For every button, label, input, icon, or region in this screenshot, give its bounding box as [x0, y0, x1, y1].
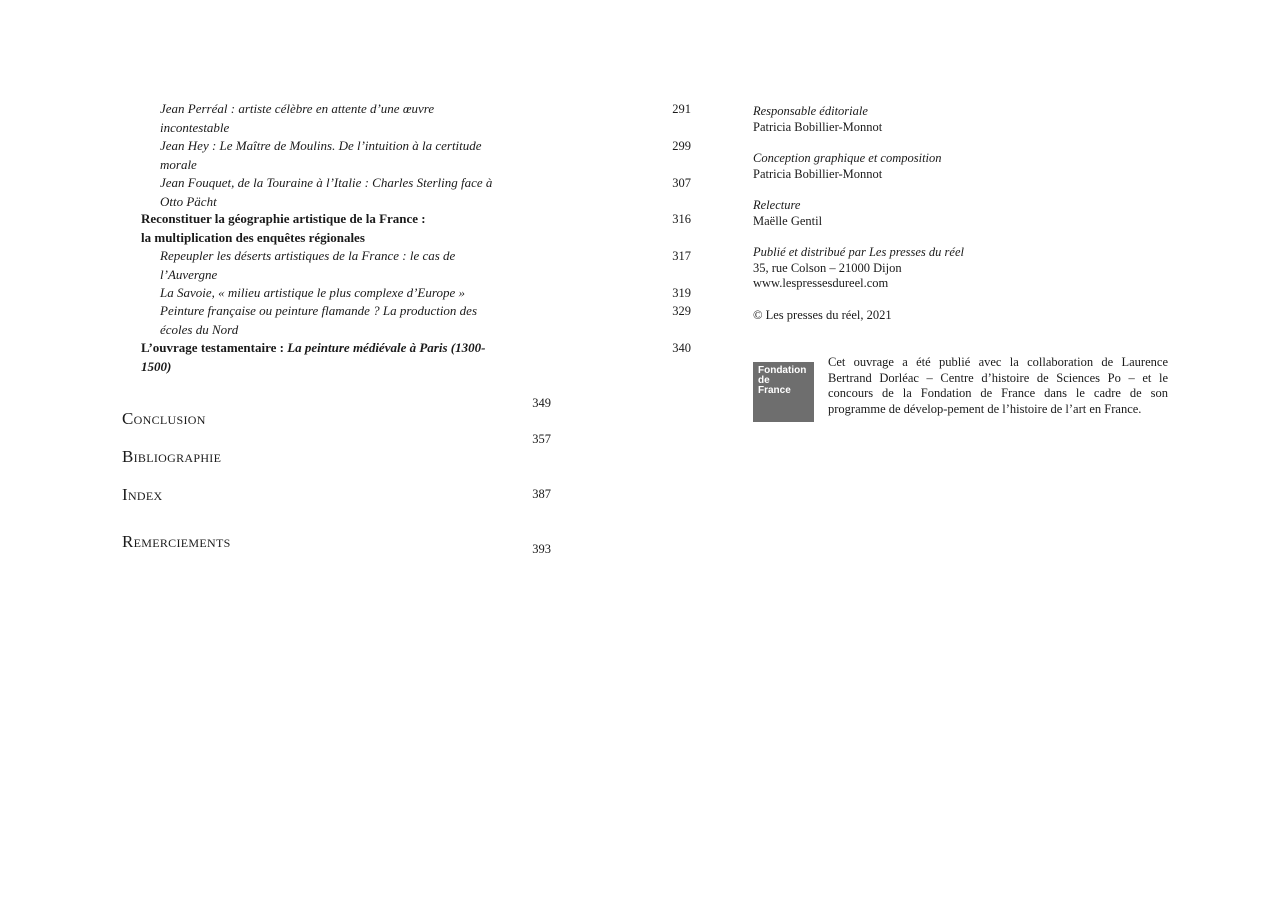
logo-line: Fondation: [758, 365, 807, 376]
toc-entry-title: Jean Fouquet, de la Touraine à l’Italie : Charles Sterling face à Otto Pächt: [160, 175, 493, 209]
colophon-publisher: [753, 245, 1173, 292]
toc-chapter-title: Remerciements: [122, 532, 231, 551]
toc-section-title-line1: Reconstituer la géographie artistique de la France :: [141, 211, 426, 226]
toc-entry-title: La Savoie, « milieu artistique le plus complexe d’Europe »: [160, 285, 465, 300]
toc-section-title-bold: L’ouvrage testamentaire :: [141, 340, 288, 355]
toc-entry-title: Jean Hey : Le Maître de Moulins. De l’intuition à la certitude morale: [160, 138, 482, 172]
partner-acknowledgement: Cet ouvrage a été publié avec la collaboration de Laurence Bertrand Dorléac – Centre d’histoire de Sciences Po – et le concours de la Fondation de France dans le cadre de son programme de dévelop-pement de l’histoire de l’art en France.: [828, 355, 1168, 416]
design-name: Patricia Bobillier-Monnot: [753, 166, 883, 181]
toc-page-number: 319: [672, 286, 691, 300]
colophon-design: [753, 151, 1173, 182]
toc-chapter-title: Conclusion: [122, 409, 206, 428]
publisher-address: 35, rue Colson – 21000 Dijon: [753, 260, 902, 275]
toc-entry-title: Peinture française ou peinture flamande ? La production des écoles du Nord: [160, 303, 478, 337]
toc-section-title: [141, 210, 496, 247]
logo-line: France: [758, 385, 791, 396]
toc-entry-title: Jean Perréal : artiste célèbre en attente d’une œuvre incontestable: [160, 101, 435, 135]
toc-page-number: 299: [672, 139, 691, 153]
toc-page-number: 329: [672, 304, 691, 318]
toc-page-number: 307: [672, 176, 691, 190]
toc-page-number: 291: [672, 102, 691, 116]
colophon-copyright: [753, 308, 1173, 324]
proof-name: Maëlle Gentil: [753, 213, 823, 228]
editorial-label: Responsable éditoriale: [753, 104, 868, 118]
logo-line: de: [758, 375, 770, 386]
toc-page-number: 340: [672, 341, 691, 355]
toc-entry-title: Repeupler les déserts artistiques de la France : le cas de l’Auvergne: [160, 248, 456, 282]
toc-page-number: 357: [532, 432, 551, 446]
publisher-website: www.lespressesdureel.com: [753, 276, 889, 290]
toc-page-number: 316: [672, 212, 691, 226]
colophon-editorial: [753, 104, 1173, 135]
toc-section-title: [141, 339, 496, 376]
design-label: Conception graphique et composition: [753, 151, 942, 165]
toc-page-number: 317: [672, 249, 691, 263]
editorial-name: Patricia Bobillier-Monnot: [753, 119, 883, 134]
toc-chapter-title: Bibliographie: [122, 447, 222, 466]
toc-page-number: 349: [532, 396, 551, 410]
toc-page-number: 393: [532, 542, 551, 556]
toc-page-number: 387: [532, 487, 551, 501]
colophon-proofreading: [753, 198, 1173, 229]
fondation-de-france-logo: [753, 362, 814, 422]
toc-section-title-italic: La peinture médiévale à Paris (1300-1500): [141, 340, 486, 374]
publisher-label: Publié et distribué par Les presses du réel: [753, 245, 964, 259]
proof-label: Relecture: [753, 198, 801, 212]
toc-section-title-line2: la multiplication des enquêtes régionales: [141, 229, 365, 245]
copyright-text: © Les presses du réel, 2021: [753, 308, 892, 322]
toc-chapter-title: Index: [122, 485, 163, 504]
